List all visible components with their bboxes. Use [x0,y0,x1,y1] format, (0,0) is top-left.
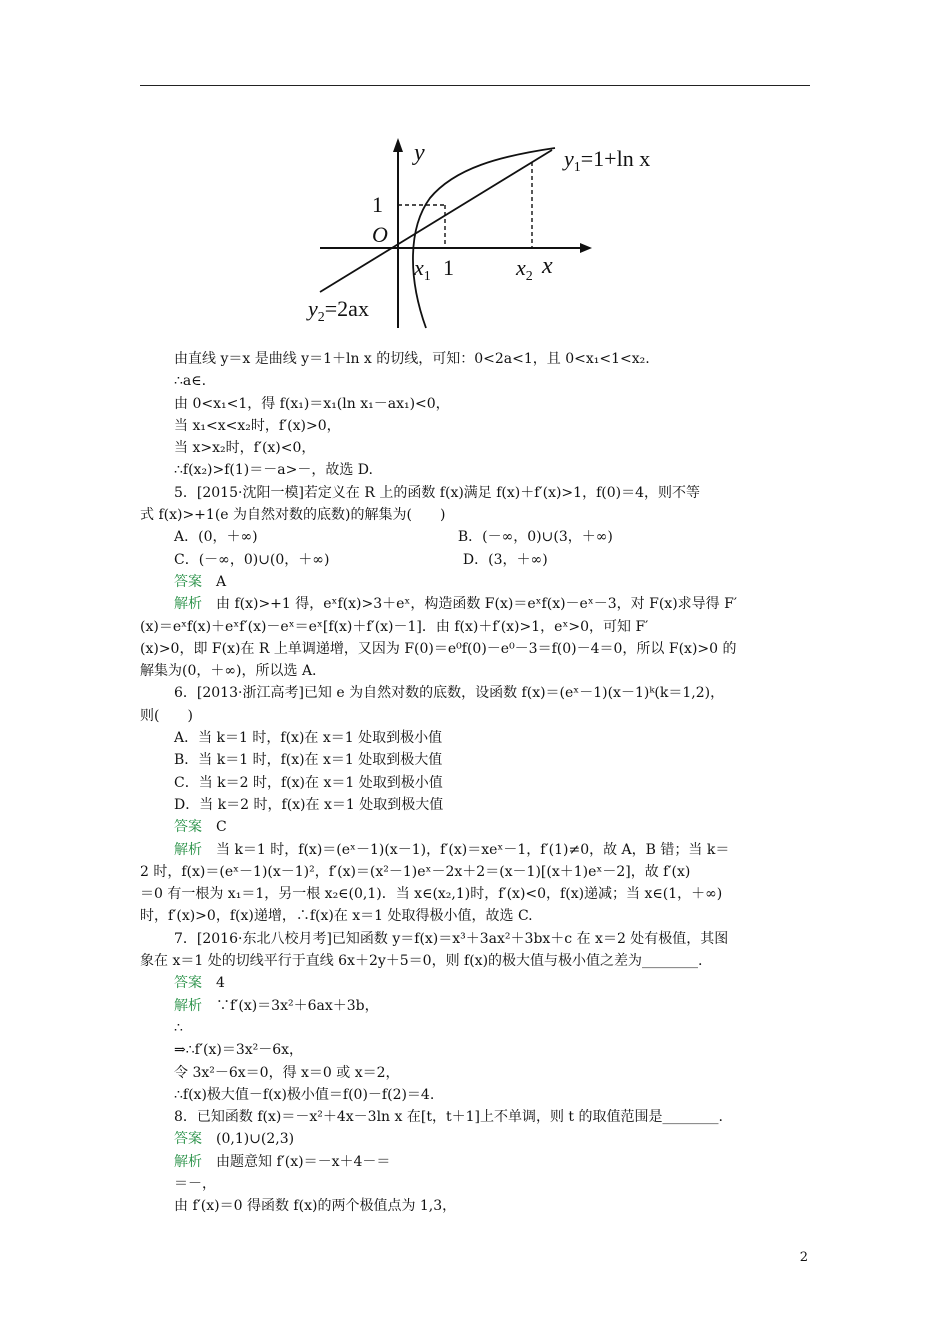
text-line: 当 x₁<x<x₂时，f′(x)>0， [174,417,341,434]
text-line: 2 时，f(x)＝(eˣ－1)(x－1)²，f′(x)＝(x²－1)eˣ－2x＋2＝(x－1)[(x＋1)eˣ－2]，故 f′(x) [140,863,691,880]
x-axis-label: x [542,253,553,279]
graph-svg [280,128,700,338]
text-line: ＝0 有一根为 x₁＝1，另一根 x₂∈(0,1)．当 x∈(x₂,1)时，f′(x)<0，f(x)递减；当 x∈(1，＋∞) [140,886,723,903]
graph-figure [280,128,700,338]
section-label: 答案 [174,1131,202,1148]
section-label: 答案 [174,819,202,836]
section-label: 解析 [174,997,202,1014]
text-line: ∴a∈. [174,373,207,390]
text-line: 令 3x²－6x＝0，得 x＝0 或 x＝2， [174,1064,400,1081]
question-5-line: 5．[2015·沈阳一模]若定义在 R 上的函数 f(x)满足 f(x)＋f′(x)>1，f(0)＝4，则不等 [174,484,700,501]
text-line: 当 x>x₂时，f′(x)<0， [174,440,316,457]
text-line: ＝－， [174,1175,216,1192]
origin-label: O [372,222,388,247]
text-line: ⇒∴f′(x)＝3x²－6x， [174,1042,304,1059]
x1-label: $x_1$ [414,255,431,284]
text-line: 由 0<x₁<1，得 f(x₁)＝x₁(ln x₁－ax₁)<0， [174,395,450,412]
question-6-line: 6．[2013·浙江高考]已知 e 为自然对数的底数，设函数 f(x)＝(eˣ－1)(x－1)ᵏ(k＝1,2)， [174,685,725,702]
tick-one-x: 1 [443,255,454,280]
option-line: A．(0，＋∞) B．(－∞，0)∪(3，＋∞) [174,529,613,546]
answer-line: 答案 (0,1)∪(2,3) [174,1131,295,1148]
section-label: 答案 [174,975,202,992]
text-line: 象在 x＝1 处的切线平行于直线 6x＋2y＋5＝0，则 f(x)的极大值与极小值之差为________. [140,953,703,970]
text-line: 由 f′(x)＝0 得函数 f(x)的两个极值点为 1,3， [174,1198,457,1215]
text-line: ∴f(x₂)>f(1)＝－a>－，故选 D. [174,462,373,479]
answer-line: 答案 C [174,819,227,836]
text-line: 解集为(0，＋∞)，所以选 A. [140,663,317,680]
question-8-line: 8．已知函数 f(x)＝－x²＋4x－3ln x 在[t，t＋1]上不单调，则 t 的取值范围是________. [174,1109,723,1126]
header-rule [140,85,810,86]
text-line: ∴f(x)极大值－f(x)极小值＝f(0)－f(2)＝4. [174,1086,435,1103]
y-axis-label: y [414,140,425,166]
text-line: ∴ [174,1019,183,1036]
option-line: C．当 k＝2 时，f(x)在 x＝1 处取到极小值 [174,774,443,791]
tick-one-y: 1 [372,192,383,217]
section-label: 解析 [174,596,202,613]
analysis-line: 解析 由 f(x)>+1 得，eˣf(x)>3＋eˣ，构造函数 F(x)＝eˣf(x)－eˣ－3，对 F(x)求导得 F′ [174,596,737,613]
answer-line: 答案 4 [174,975,225,992]
text-line: (x)＝eˣf(x)＋eˣf′(x)－eˣ＝eˣ[f(x)＋f′(x)－1]．由 f(x)＋f′(x)>1，eˣ>0，可知 F′ [140,618,649,635]
line-y2-label: $y_2=2ax$ [308,296,369,325]
option-line: A．当 k＝1 时，f(x)在 x＝1 处取到极小值 [174,730,443,747]
section-label: 解析 [174,841,202,858]
x-axis-arrow [580,243,592,253]
section-label: 解析 [174,1153,202,1170]
text-line: (x)>0，即 F(x)在 R 上单调递增，又因为 F(0)＝e⁰f(0)－e⁰－3＝f(0)－4＝0，所以 F(x)>0 的 [140,640,737,657]
curve-y1 [413,148,555,328]
section-label: 答案 [174,573,202,590]
text-line: 时，f′(x)>0，f(x)递增，∴f(x)在 x＝1 处取得极小值，故选 C. [140,908,533,925]
answer-line: 答案 A [174,573,227,590]
curve-y1-label: $y_1=1+\ln$ x [564,146,651,175]
y-axis-arrow [393,138,403,152]
option-line: C．(－∞，0)∪(0，＋∞) D．(3，＋∞) [174,551,548,568]
x2-label: $x_2$ [516,255,533,284]
text-line: 由直线 y＝x 是曲线 y＝1＋ln x 的切线，可知：0<2a<1，且 0<x₁<1<x₂. [174,351,650,367]
question-7-line: 7．[2016·东北八校月考]已知函数 y＝f(x)＝x³＋3ax²＋3bx＋c 在 x＝2 处有极值，其图 [174,930,729,947]
analysis-line: 解析 当 k＝1 时，f(x)＝(eˣ－1)(x－1)，f′(x)＝xeˣ－1，f′(1)≠0，故 A，B 错；当 k＝ [174,841,730,858]
analysis-line: 解析 由题意知 f′(x)＝－x＋4－＝ [174,1153,391,1170]
text-body [140,348,810,1218]
text-line: 式 f(x)>+1(e 为自然对数的底数)的解集为( ) [140,507,446,524]
analysis-line: 解析 ∵f′(x)＝3x²＋6ax＋3b， [174,997,379,1014]
option-line: D．当 k＝2 时，f(x)在 x＝1 处取到极大值 [174,796,444,813]
option-line: B．当 k＝1 时，f(x)在 x＝1 处取到极大值 [174,752,443,769]
page-number: 2 [799,1250,808,1265]
text-line: 则( ) [140,707,193,724]
